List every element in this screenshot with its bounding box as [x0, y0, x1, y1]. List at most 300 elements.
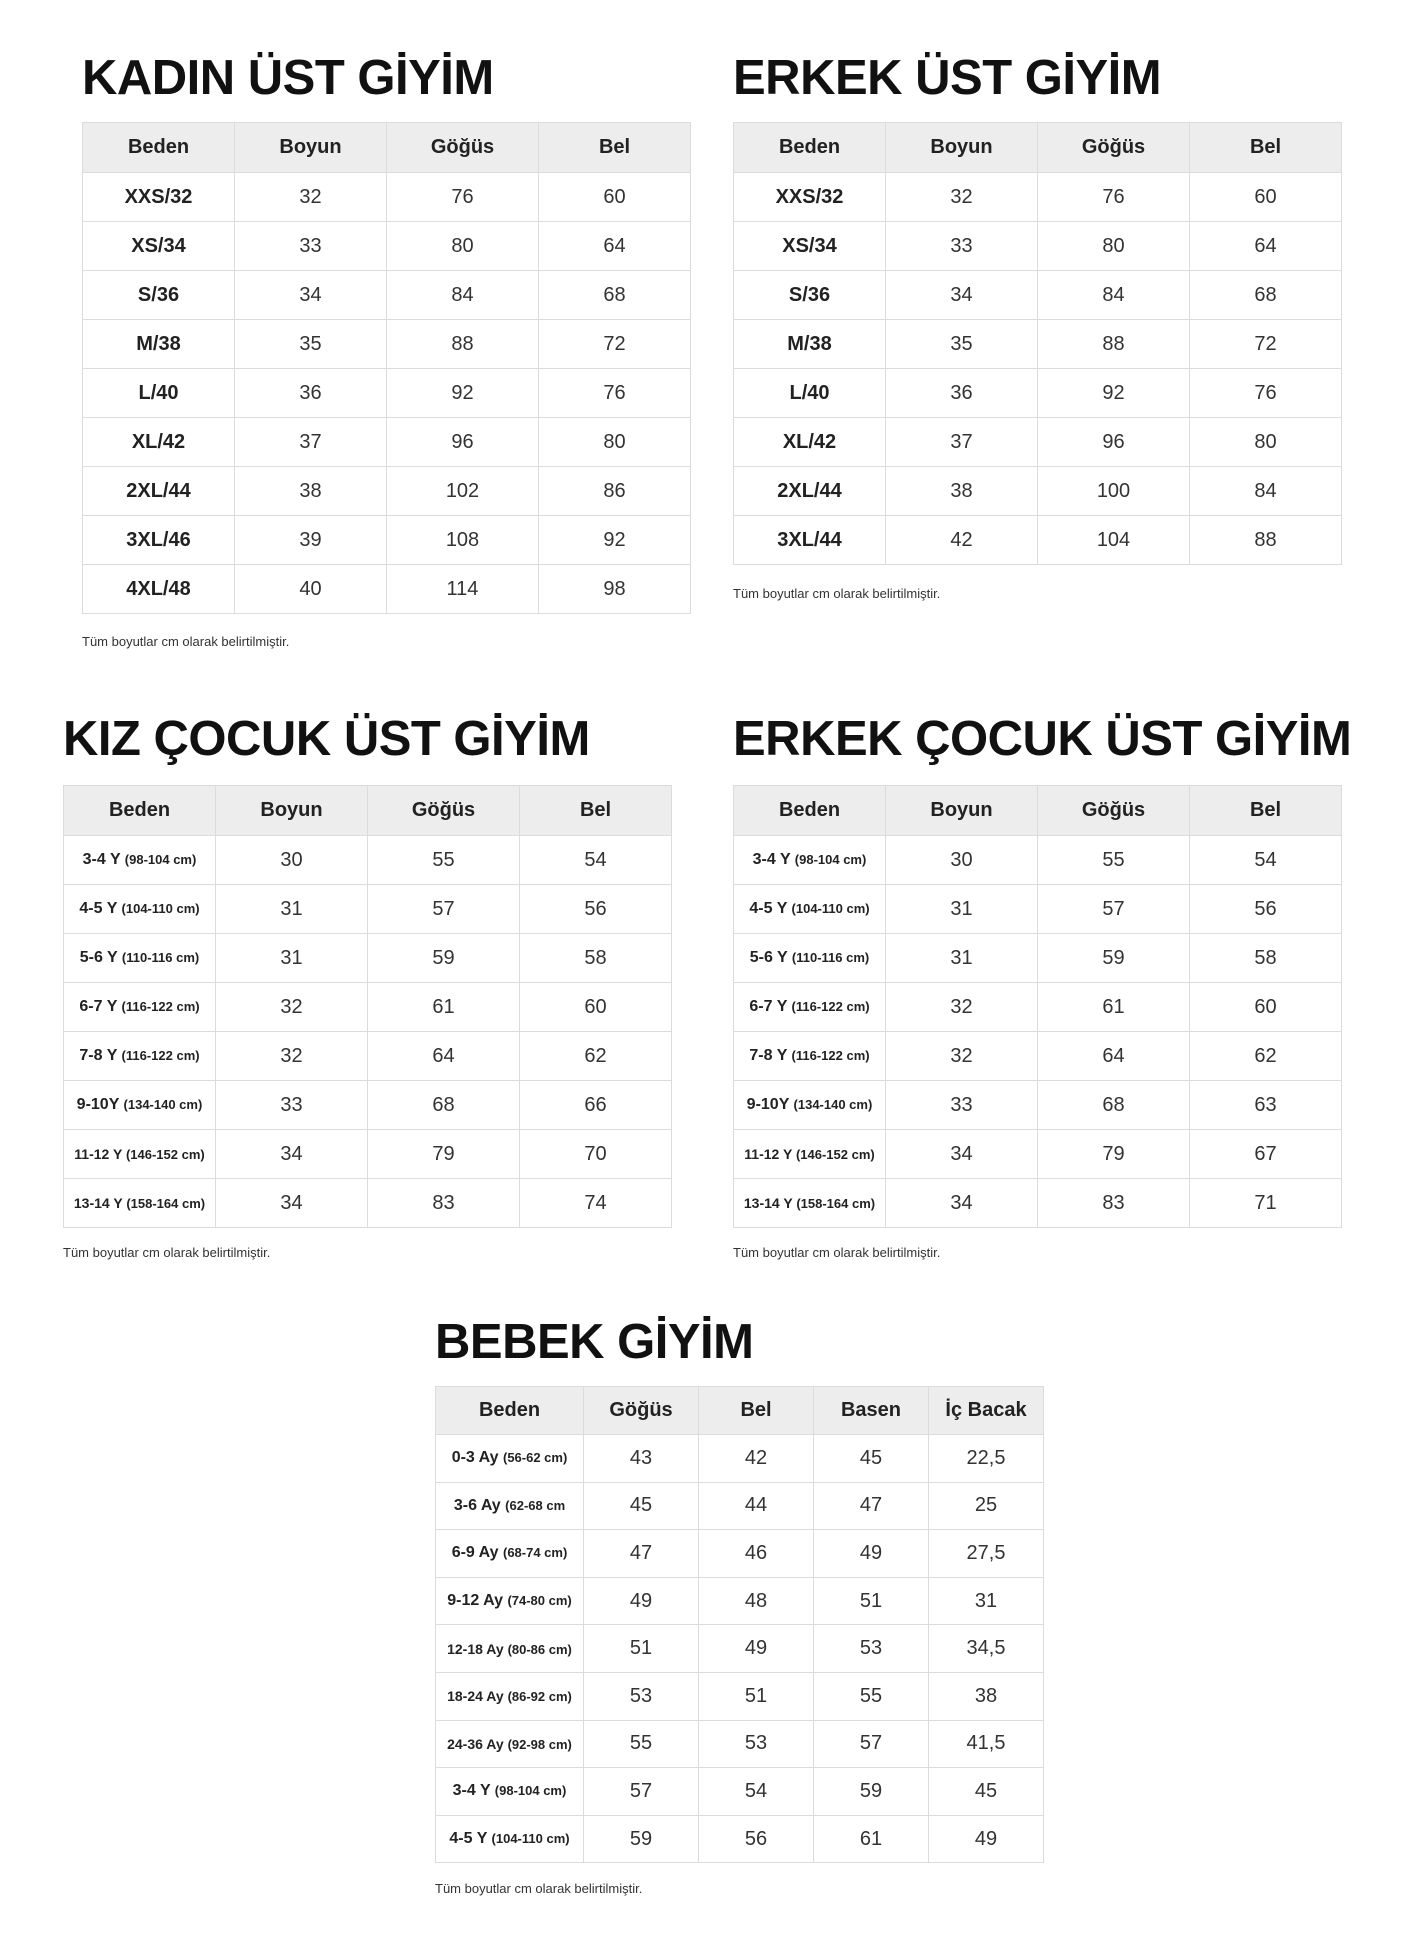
measure-cell-bel: 92 [539, 516, 691, 565]
size-label: 4-5 Y [79, 900, 118, 917]
erkek-cocuk-note: Tüm boyutlar cm olarak belirtilmiştir. [733, 1245, 941, 1260]
size-range: (104-110 cm) [121, 901, 200, 916]
measure-cell-gogus: 80 [387, 222, 539, 271]
column-header: Beden [734, 786, 886, 836]
measure-cell-basen: 45 [814, 1435, 929, 1483]
size-label: XS/34 [782, 234, 837, 257]
measure-cell-boyun: 34 [235, 271, 387, 320]
size-range: (134-140 cm) [123, 1097, 203, 1112]
size-cell [64, 836, 216, 885]
column-header: Bel [1190, 786, 1342, 836]
measure-cell-bel: 46 [699, 1530, 814, 1578]
measure-cell-boyun: 40 [235, 565, 387, 614]
measure-cell-boyun: 38 [886, 467, 1038, 516]
size-cell [436, 1672, 584, 1720]
measure-cell-bel: 66 [520, 1081, 672, 1130]
measure-cell-boyun: 33 [235, 222, 387, 271]
erkek-note: Tüm boyutlar cm olarak belirtilmiştir. [733, 586, 941, 601]
measure-cell-boyun: 32 [886, 983, 1038, 1032]
table-row [83, 369, 691, 418]
size-range: (104-110 cm) [791, 901, 870, 916]
size-label: 6-7 Y [749, 998, 788, 1015]
measure-cell-bel: 56 [520, 885, 672, 934]
measure-cell-bel: 98 [539, 565, 691, 614]
measure-cell-gogus: 57 [584, 1768, 699, 1816]
size-range: (74-80 cm) [507, 1593, 572, 1609]
measure-cell-gogus: 55 [368, 836, 520, 885]
size-range: (68-74 cm) [502, 1545, 568, 1561]
size-range: (110-116 cm) [791, 950, 870, 965]
size-cell [83, 222, 235, 271]
size-label: 9-10Y [746, 1096, 790, 1113]
column-header: İç Bacak [929, 1387, 1044, 1435]
measure-cell-boyun: 31 [216, 934, 368, 983]
kadin-section [82, 51, 494, 105]
table-row [734, 1130, 1342, 1179]
measure-cell-ic-bacak: 27,5 [929, 1530, 1044, 1578]
measure-cell-bel: 58 [520, 934, 672, 983]
size-label: L/40 [138, 381, 179, 404]
size-label: 2XL/44 [777, 479, 842, 502]
size-label: 3XL/46 [126, 528, 191, 551]
measure-cell-gogus: 114 [387, 565, 539, 614]
measure-cell-bel: 74 [520, 1179, 672, 1228]
erkek-section [733, 51, 1162, 105]
kiz-cocuk-note: Tüm boyutlar cm olarak belirtilmiştir. [63, 1245, 271, 1260]
erkek-cocuk-size-table [733, 785, 1342, 1228]
measure-cell-basen: 59 [814, 1768, 929, 1816]
size-cell [436, 1530, 584, 1578]
measure-cell-gogus: 96 [387, 418, 539, 467]
size-cell [83, 467, 235, 516]
measure-cell-bel: 64 [1190, 222, 1342, 271]
measure-cell-boyun: 31 [886, 885, 1038, 934]
measure-cell-bel: 64 [539, 222, 691, 271]
measure-cell-ic-bacak: 41,5 [929, 1720, 1044, 1768]
table-row [64, 885, 672, 934]
column-header: Boyun [886, 786, 1038, 836]
size-label: 18-24 Ay [447, 1688, 504, 1705]
measure-cell-boyun: 34 [216, 1130, 368, 1179]
table-header-row [64, 786, 672, 836]
erkek-cocuk-section [733, 712, 1352, 766]
measure-cell-bel: 53 [699, 1720, 814, 1768]
column-header: Beden [436, 1387, 584, 1435]
column-header: Bel [539, 123, 691, 173]
measure-cell-boyun: 34 [886, 1130, 1038, 1179]
measure-cell-gogus: 84 [1038, 271, 1190, 320]
size-cell [734, 222, 886, 271]
table-row [436, 1815, 1044, 1863]
measure-cell-gogus: 80 [1038, 222, 1190, 271]
size-label: 3-4 Y [82, 851, 121, 868]
measure-cell-bel: 51 [699, 1672, 814, 1720]
table-row [64, 934, 672, 983]
measure-cell-ic-bacak: 49 [929, 1815, 1044, 1863]
table-row [83, 516, 691, 565]
measure-cell-basen: 55 [814, 1672, 929, 1720]
column-header: Göğüs [584, 1387, 699, 1435]
measure-cell-basen: 51 [814, 1577, 929, 1625]
measure-cell-bel: 49 [699, 1625, 814, 1673]
table-row [734, 222, 1342, 271]
size-cell [64, 983, 216, 1032]
column-header: Boyun [216, 786, 368, 836]
measure-cell-boyun: 36 [235, 369, 387, 418]
size-cell [734, 173, 886, 222]
size-label: 9-12 Ay [447, 1592, 503, 1610]
size-cell [83, 320, 235, 369]
measure-cell-gogus: 92 [1038, 369, 1190, 418]
measure-cell-bel: 72 [1190, 320, 1342, 369]
table-row [83, 467, 691, 516]
table-row [436, 1577, 1044, 1625]
size-cell [83, 173, 235, 222]
size-cell [83, 516, 235, 565]
measure-cell-boyun: 33 [886, 222, 1038, 271]
measure-cell-boyun: 34 [886, 271, 1038, 320]
measure-cell-bel: 58 [1190, 934, 1342, 983]
size-label: S/36 [137, 283, 180, 306]
measure-cell-bel: 42 [699, 1435, 814, 1483]
measure-cell-gogus: 55 [584, 1720, 699, 1768]
measure-cell-gogus: 47 [584, 1530, 699, 1578]
size-range: (116-122 cm) [121, 999, 200, 1014]
size-cell [83, 565, 235, 614]
size-cell [64, 1179, 216, 1228]
size-label: 5-6 Y [79, 949, 118, 966]
size-label: XL/42 [131, 430, 186, 453]
measure-cell-bel: 86 [539, 467, 691, 516]
table-row [734, 173, 1342, 222]
table-row [83, 418, 691, 467]
measure-cell-boyun: 30 [886, 836, 1038, 885]
measure-cell-boyun: 32 [886, 1032, 1038, 1081]
table-row [436, 1530, 1044, 1578]
column-header: Göğüs [368, 786, 520, 836]
measure-cell-bel: 68 [539, 271, 691, 320]
size-label: 3XL/44 [777, 528, 842, 551]
measure-cell-gogus: 92 [387, 369, 539, 418]
measure-cell-bel: 72 [539, 320, 691, 369]
measure-cell-gogus: 100 [1038, 467, 1190, 516]
table-row [83, 320, 691, 369]
size-label: 6-7 Y [79, 998, 118, 1015]
size-label: L/40 [789, 381, 830, 404]
measure-cell-gogus: 68 [1038, 1081, 1190, 1130]
table-row [734, 369, 1342, 418]
table-row [734, 1032, 1342, 1081]
measure-cell-gogus: 59 [584, 1815, 699, 1863]
size-cell [734, 1179, 886, 1228]
measure-cell-gogus: 68 [368, 1081, 520, 1130]
size-cell [83, 418, 235, 467]
size-cell [734, 271, 886, 320]
measure-cell-boyun: 33 [216, 1081, 368, 1130]
measure-cell-boyun: 33 [886, 1081, 1038, 1130]
measure-cell-gogus: 104 [1038, 516, 1190, 565]
measure-cell-bel: 62 [1190, 1032, 1342, 1081]
size-label: 12-18 Ay [447, 1640, 504, 1657]
kadin-note: Tüm boyutlar cm olarak belirtilmiştir. [82, 634, 290, 649]
measure-cell-bel: 60 [1190, 983, 1342, 1032]
table-row [734, 836, 1342, 885]
table-row [734, 467, 1342, 516]
measure-cell-boyun: 37 [886, 418, 1038, 467]
size-range: (158-164 cm) [796, 1196, 876, 1211]
measure-cell-boyun: 32 [235, 173, 387, 222]
measure-cell-ic-bacak: 34,5 [929, 1625, 1044, 1673]
measure-cell-gogus: 49 [584, 1577, 699, 1625]
size-label: 24-36 Ay [447, 1735, 504, 1752]
column-header: Bel [520, 786, 672, 836]
size-range: (98-104 cm) [124, 852, 197, 867]
measure-cell-bel: 48 [699, 1577, 814, 1625]
measure-cell-boyun: 37 [235, 418, 387, 467]
measure-cell-bel: 76 [1190, 369, 1342, 418]
table-row [734, 1081, 1342, 1130]
table-row [64, 1179, 672, 1228]
measure-cell-bel: 80 [1190, 418, 1342, 467]
measure-cell-bel: 60 [539, 173, 691, 222]
measure-cell-boyun: 32 [216, 983, 368, 1032]
measure-cell-boyun: 35 [235, 320, 387, 369]
table-header-row [734, 786, 1342, 836]
size-cell [734, 418, 886, 467]
table-row [64, 1032, 672, 1081]
measure-cell-gogus: 88 [387, 320, 539, 369]
measure-cell-gogus: 76 [387, 173, 539, 222]
size-cell [64, 1081, 216, 1130]
measure-cell-boyun: 31 [216, 885, 368, 934]
measure-cell-gogus: 57 [1038, 885, 1190, 934]
size-cell [734, 836, 886, 885]
size-cell [734, 1081, 886, 1130]
size-range: (86-92 cm) [507, 1689, 572, 1705]
size-range: (98-104 cm) [794, 852, 867, 867]
size-cell [734, 467, 886, 516]
size-cell [64, 885, 216, 934]
size-label: 7-8 Y [79, 1047, 118, 1064]
measure-cell-ic-bacak: 25 [929, 1482, 1044, 1530]
size-label: 4-5 Y [449, 1830, 488, 1848]
size-cell [734, 320, 886, 369]
table-row [734, 934, 1342, 983]
size-label: 4XL/48 [126, 577, 191, 600]
measure-cell-gogus: 96 [1038, 418, 1190, 467]
size-label: 11-12 Y [74, 1146, 123, 1162]
measure-cell-gogus: 79 [368, 1130, 520, 1179]
size-cell [436, 1625, 584, 1673]
size-label: XS/34 [131, 234, 186, 257]
measure-cell-gogus: 61 [1038, 983, 1190, 1032]
size-range: (62-68 cm [505, 1497, 566, 1513]
kiz-cocuk-section [63, 712, 590, 766]
column-header: Beden [64, 786, 216, 836]
measure-cell-gogus: 59 [368, 934, 520, 983]
size-label: 3-4 Y [752, 851, 791, 868]
size-cell [83, 271, 235, 320]
table-header-row [734, 123, 1342, 173]
table-row [64, 1081, 672, 1130]
size-cell [436, 1482, 584, 1530]
measure-cell-ic-bacak: 45 [929, 1768, 1044, 1816]
size-cell [436, 1435, 584, 1483]
size-range: (134-140 cm) [793, 1097, 873, 1112]
size-cell [734, 516, 886, 565]
measure-cell-bel: 88 [1190, 516, 1342, 565]
table-row [64, 836, 672, 885]
size-label: 13-14 Y [73, 1195, 123, 1211]
bebek-size-table [435, 1386, 1044, 1863]
measure-cell-boyun: 32 [216, 1032, 368, 1081]
table-row [734, 516, 1342, 565]
size-cell [734, 369, 886, 418]
size-label: 7-8 Y [749, 1047, 788, 1064]
size-range: (56-62 cm) [502, 1450, 568, 1466]
measure-cell-bel: 54 [520, 836, 672, 885]
measure-cell-bel: 54 [699, 1768, 814, 1816]
measure-cell-gogus: 76 [1038, 173, 1190, 222]
measure-cell-boyun: 32 [886, 173, 1038, 222]
measure-cell-gogus: 55 [1038, 836, 1190, 885]
kadin-title: KADIN ÜST GİYİM [82, 51, 494, 105]
measure-cell-gogus: 57 [368, 885, 520, 934]
size-label: 6-9 Ay [451, 1544, 499, 1562]
size-cell [64, 934, 216, 983]
size-range: (104-110 cm) [491, 1831, 570, 1847]
bebek-note: Tüm boyutlar cm olarak belirtilmiştir. [435, 1881, 643, 1896]
table-row [436, 1625, 1044, 1673]
size-cell [734, 934, 886, 983]
size-range: (158-164 cm) [126, 1196, 206, 1211]
column-header: Beden [734, 123, 886, 173]
column-header: Boyun [886, 123, 1038, 173]
table-row [64, 983, 672, 1032]
measure-cell-bel: 62 [520, 1032, 672, 1081]
size-label: M/38 [787, 332, 832, 355]
size-label: M/38 [136, 332, 181, 355]
size-label: 3-6 Ay [453, 1496, 501, 1514]
measure-cell-gogus: 64 [368, 1032, 520, 1081]
measure-cell-gogus: 84 [387, 271, 539, 320]
table-row [734, 271, 1342, 320]
measure-cell-bel: 76 [539, 369, 691, 418]
measure-cell-gogus: 83 [1038, 1179, 1190, 1228]
size-cell [83, 369, 235, 418]
measure-cell-boyun: 34 [886, 1179, 1038, 1228]
size-range: (146-152 cm) [795, 1147, 875, 1162]
kiz-cocuk-title: KIZ ÇOCUK ÜST GİYİM [63, 712, 590, 766]
measure-cell-boyun: 39 [235, 516, 387, 565]
size-range: (116-122 cm) [791, 1048, 870, 1063]
measure-cell-bel: 67 [1190, 1130, 1342, 1179]
size-cell [734, 1130, 886, 1179]
erkek-size-table [733, 122, 1342, 565]
measure-cell-boyun: 35 [886, 320, 1038, 369]
kadin-size-table [82, 122, 691, 614]
measure-cell-boyun: 30 [216, 836, 368, 885]
size-label: S/36 [788, 283, 831, 306]
size-label: 9-10Y [76, 1096, 120, 1113]
table-row [436, 1482, 1044, 1530]
measure-cell-gogus: 43 [584, 1435, 699, 1483]
column-header: Beden [83, 123, 235, 173]
measure-cell-gogus: 108 [387, 516, 539, 565]
table-row [83, 173, 691, 222]
measure-cell-basen: 53 [814, 1625, 929, 1673]
column-header: Basen [814, 1387, 929, 1435]
measure-cell-ic-bacak: 22,5 [929, 1435, 1044, 1483]
size-cell [64, 1130, 216, 1179]
measure-cell-bel: 80 [539, 418, 691, 467]
size-label: 3-4 Y [452, 1782, 491, 1800]
bebek-section [435, 1315, 754, 1369]
size-label: 0-3 Ay [451, 1449, 499, 1467]
size-label: XL/42 [782, 430, 837, 453]
measure-cell-boyun: 36 [886, 369, 1038, 418]
kiz-cocuk-size-table [63, 785, 672, 1228]
size-range: (116-122 cm) [791, 999, 870, 1014]
bebek-title: BEBEK GİYİM [435, 1315, 754, 1369]
column-header: Boyun [235, 123, 387, 173]
measure-cell-gogus: 51 [584, 1625, 699, 1673]
table-row [436, 1672, 1044, 1720]
erkek-cocuk-title: ERKEK ÇOCUK ÜST GİYİM [733, 712, 1352, 766]
measure-cell-gogus: 64 [1038, 1032, 1190, 1081]
size-range: (92-98 cm) [507, 1736, 572, 1752]
measure-cell-bel: 60 [1190, 173, 1342, 222]
column-header: Göğüs [387, 123, 539, 173]
measure-cell-basen: 49 [814, 1530, 929, 1578]
size-cell [436, 1815, 584, 1863]
table-header-row [83, 123, 691, 173]
table-row [436, 1435, 1044, 1483]
table-row [83, 565, 691, 614]
measure-cell-gogus: 79 [1038, 1130, 1190, 1179]
measure-cell-gogus: 53 [584, 1672, 699, 1720]
measure-cell-bel: 44 [699, 1482, 814, 1530]
measure-cell-boyun: 42 [886, 516, 1038, 565]
measure-cell-boyun: 38 [235, 467, 387, 516]
measure-cell-bel: 70 [520, 1130, 672, 1179]
size-label: XXS/32 [775, 185, 844, 208]
table-header-row [436, 1387, 1044, 1435]
measure-cell-ic-bacak: 38 [929, 1672, 1044, 1720]
size-range: (98-104 cm) [494, 1783, 567, 1799]
measure-cell-gogus: 88 [1038, 320, 1190, 369]
size-range: (146-152 cm) [125, 1147, 205, 1162]
column-header: Göğüs [1038, 123, 1190, 173]
table-row [83, 271, 691, 320]
measure-cell-bel: 84 [1190, 467, 1342, 516]
table-row [64, 1130, 672, 1179]
size-cell [734, 885, 886, 934]
measure-cell-bel: 71 [1190, 1179, 1342, 1228]
measure-cell-boyun: 31 [886, 934, 1038, 983]
measure-cell-ic-bacak: 31 [929, 1577, 1044, 1625]
size-cell [64, 1032, 216, 1081]
size-cell [436, 1577, 584, 1625]
table-row [83, 222, 691, 271]
measure-cell-bel: 56 [1190, 885, 1342, 934]
table-row [734, 885, 1342, 934]
measure-cell-basen: 47 [814, 1482, 929, 1530]
size-range: (110-116 cm) [121, 950, 200, 965]
measure-cell-bel: 63 [1190, 1081, 1342, 1130]
size-range: (80-86 cm) [507, 1641, 572, 1657]
size-label: 2XL/44 [126, 479, 191, 502]
